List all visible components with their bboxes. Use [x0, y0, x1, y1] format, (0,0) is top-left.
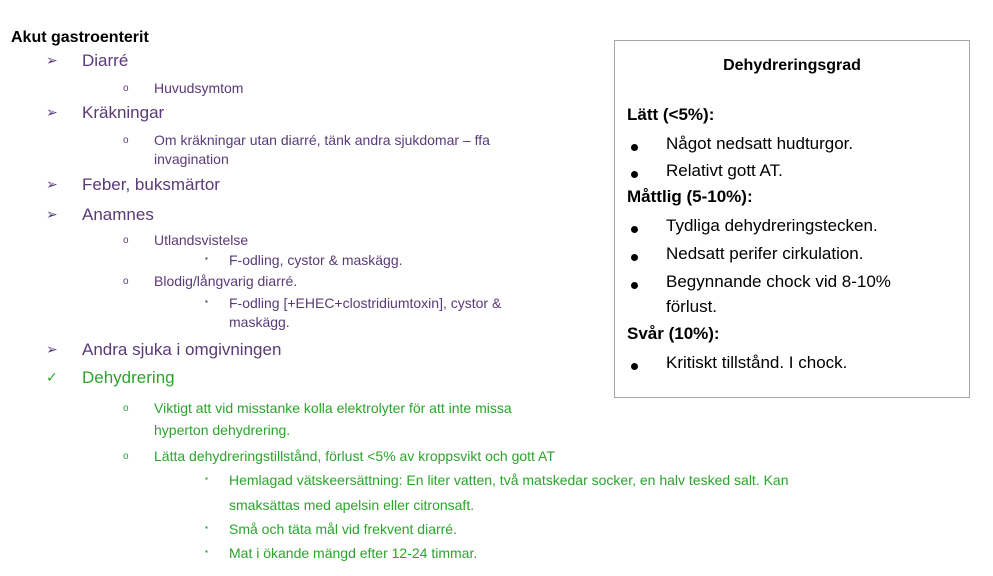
circle-bullet-icon: o — [123, 451, 129, 462]
page-title: Akut gastroenterit — [11, 29, 149, 46]
list-item: Andra sjuka i omgivningen — [82, 340, 282, 359]
bullet-dot-icon — [631, 254, 638, 261]
list-item: Små och täta mål vid frekvent diarré. — [229, 521, 457, 537]
arrow-bullet-icon: ➢ — [46, 176, 58, 192]
grade-svar-heading: Svår (10%): — [627, 324, 720, 343]
list-item: Lätta dehydreringstillstånd, förlust <5% av kroppsvikt och gott AT — [154, 448, 555, 464]
list-item: Nedsatt perifer cirkulation. — [666, 244, 864, 263]
list-item: Något nedsatt hudturgor. — [666, 134, 854, 153]
arrow-bullet-icon: ➢ — [46, 341, 58, 357]
list-item: Diarré — [82, 51, 129, 70]
bullet-dot-icon — [631, 144, 638, 151]
circle-bullet-icon: o — [123, 403, 129, 414]
list-item: Utlandsvistelse — [154, 232, 249, 248]
list-item: Viktigt att vid misstanke kolla elektrolyter för att inte missa — [154, 400, 512, 416]
list-item: Begynnande chock vid 8-10% — [666, 272, 891, 291]
list-item: hyperton dehydrering. — [154, 422, 291, 438]
dehydration-grade-box — [614, 40, 970, 398]
arrow-bullet-icon: ➢ — [46, 104, 58, 120]
square-bullet-icon: ▪ — [205, 297, 208, 306]
bullet-dot-icon — [631, 226, 638, 233]
list-item: F-odling, cystor & maskägg. — [229, 252, 403, 268]
square-bullet-icon: ▪ — [205, 254, 208, 263]
list-item: Om kräkningar utan diarré, tänk andra sjukdomar – ffa — [154, 132, 490, 148]
list-item: Relativt gott AT. — [666, 161, 783, 180]
square-bullet-icon: ▪ — [205, 474, 208, 483]
square-bullet-icon: ▪ — [205, 523, 208, 532]
list-item: Huvudsymtom — [154, 80, 244, 96]
box-heading: Dehydreringsgrad — [723, 57, 861, 74]
circle-bullet-icon: o — [123, 83, 129, 94]
list-item: Blodig/långvarig diarré. — [154, 273, 298, 289]
list-item: Feber, buksmärtor — [82, 175, 220, 194]
list-item: Kritiskt tillstånd. I chock. — [666, 353, 848, 372]
arrow-bullet-icon: ➢ — [46, 52, 58, 68]
circle-bullet-icon: o — [123, 276, 129, 287]
list-item: Dehydrering — [82, 368, 175, 387]
bullet-dot-icon — [631, 282, 638, 289]
list-item: Hemlagad vätskeersättning: En liter vatten, två matskedar socker, en halv tesked salt. Kan — [229, 472, 789, 488]
list-item: invagination — [154, 151, 229, 167]
list-item: maskägg. — [229, 314, 290, 330]
bullet-dot-icon — [631, 363, 638, 370]
list-item: Tydliga dehydreringstecken. — [666, 216, 878, 235]
arrow-bullet-icon: ➢ — [46, 206, 58, 222]
grade-mattlig-heading: Måttlig (5-10%): — [627, 187, 753, 206]
list-item: förlust. — [666, 297, 718, 316]
list-item: Kräkningar — [82, 103, 165, 122]
list-item: smaksättas med apelsin eller citronsaft. — [229, 497, 475, 513]
grade-latt-heading: Lätt (<5%): — [627, 105, 715, 124]
circle-bullet-icon: o — [123, 235, 129, 246]
bullet-dot-icon — [631, 171, 638, 178]
list-item: F-odling [+EHEC+clostridiumtoxin], cystor & — [229, 295, 502, 311]
check-bullet-icon: ✓ — [46, 369, 58, 385]
list-item: Anamnes — [82, 205, 154, 224]
circle-bullet-icon: o — [123, 135, 129, 146]
list-item: Mat i ökande mängd efter 12-24 timmar. — [229, 545, 478, 561]
square-bullet-icon: ▪ — [205, 547, 208, 556]
